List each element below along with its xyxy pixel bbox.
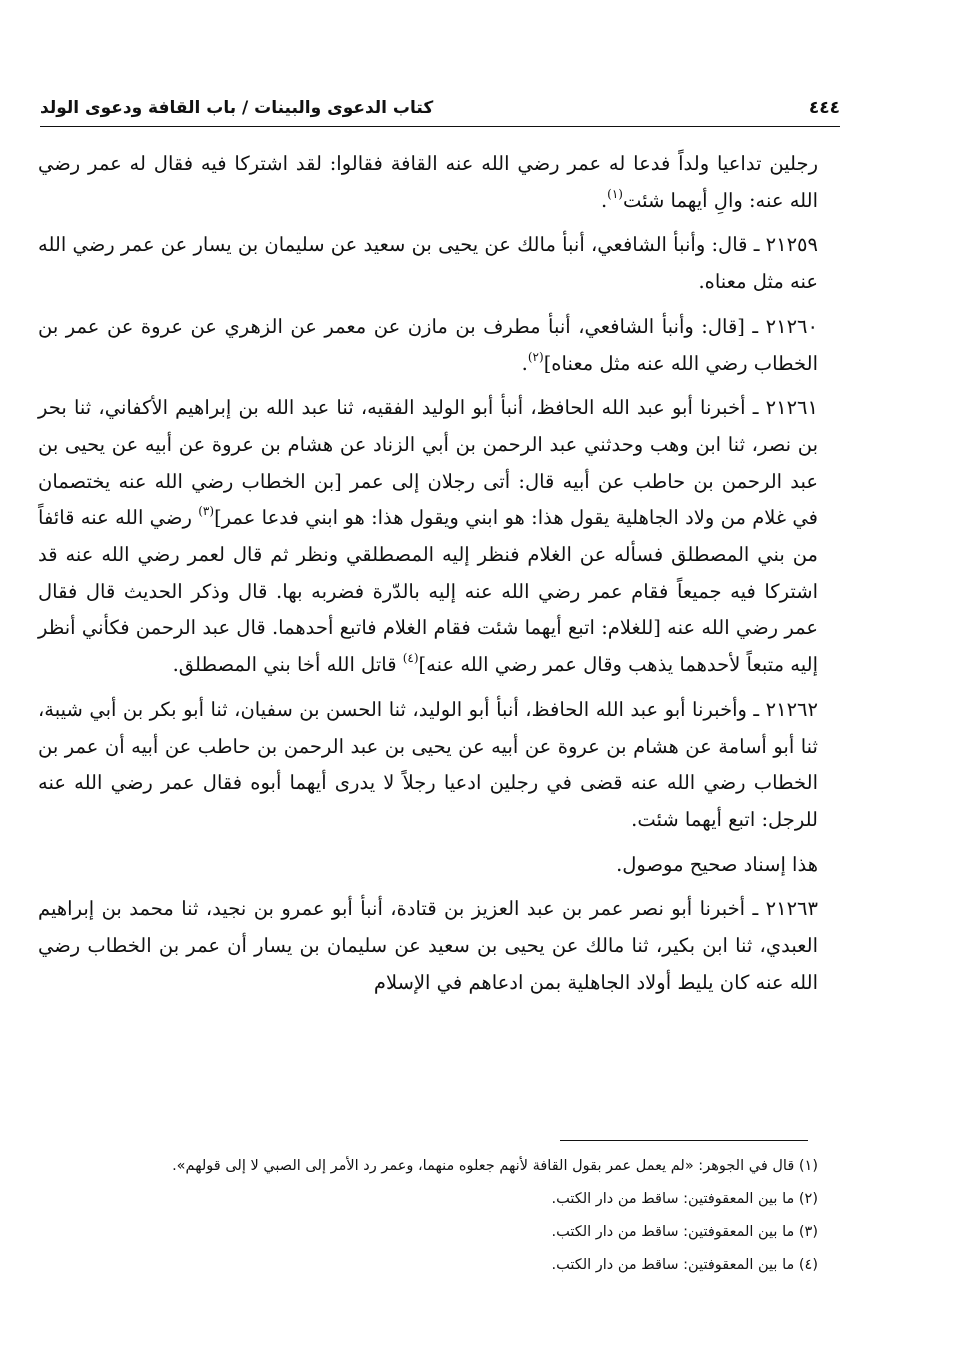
page-header <box>40 92 840 127</box>
paragraph: ٢١٢٦١ ـ أخبرنا أبو عبد الله الحافظ، أنبأ أبو الوليد الفقيه، ثنا عبد الله بن إبراهيم الأكفاني، ثنا بحر بن نصر، ثنا ابن وهب وحدثني عبد الرحمن بن أبي الزناد عن هشام بن عروة عن أبيه عن يحيى بن عبد الرحمن بن حاطب عن أبيه قال: أتى رجلان إلى عمر [بن الخطاب رضي الله عنه يختصمان في غلام من ولاد الجاهلية يقول هذا: هو ابني ويقول هذا: هو ابني فدعا عمر]$^{(٣)}$ رضي الله عنه قائفاً من بني المصطلق فسأله عن الغلام فنظر إليه المصطلقي ونظر ثم قال لعمر رضي الله عنه قد اشتركا فيه جميعاً فقام عمر رضي الله عنه إليه بالدّرة فضربه بها. قال وذكر الحديث قال فقال عمر رضي الله عنه [للغلام: اتبع أيهما شئت فقام الغلام فاتبع أحدهما. قال عبد الرحمن فكأني أنظر إليه متبعاً لأحدهما يذهب وقال عمر رضي الله عنه]$^{(٤)}$ قاتل الله أخا بني المصطلق. <box>38 396 818 677</box>
page-number: ٤٤٤ <box>808 98 840 118</box>
footnote-ref[interactable]: (٤) <box>402 651 419 666</box>
main-text <box>38 146 818 1009</box>
paragraph: ٢١٢٥٩ ـ قال: وأنبأ الشافعي، أنبأ مالك عن يحيى بن سعيد عن سليمان بن يسار عن عمر رضي الله عنه مثل معناه. <box>38 233 818 294</box>
paragraph: رجلين تداعيا ولداً فدعا له عمر رضي الله عنه القافة فقالوا: لقد اشتركا فيه فقال له عمر رضي الله عنه: والِ أيهما شئت$^{(١)}$. <box>38 152 818 212</box>
paragraph: ٢١٢٦٢ ـ وأخبرنا أبو عبد الله الحافظ، أنبأ أبو الوليد، ثنا الحسن بن سفيان، ثنا أبو بكر بن أبي شيبة، ثنا أبو أسامة عن هشام بن عروة عن أبيه عن يحيى بن عبد الرحمن بن حاطب عن أبيه أن عمر بن الخطاب رضي الله عنه قضى في رجلين ادعيا رجلاً لا يدرى أيهما أبوه فقال عمر رضي الله عنه للرجل: اتبع أيهما شئت. <box>38 697 818 831</box>
paragraph: ٢١٢٦٣ ـ أخبرنا أبو نصر عمر بن عبد العزيز بن قتادة، أنبأ أبو عمرو بن نجيد، ثنا محمد بن إبراهيم العبدي، ثنا ابن بكير، ثنا مالك عن يحيى بن سعيد عن سليمان بن يسار أن عمر بن الخطاب رضي الله عنه كان يليط أولاد الجاهلية بمن ادعاهم في الإسلام <box>38 897 818 994</box>
footnote-ref[interactable]: (٣) <box>198 504 215 519</box>
footnote: (٢) ما بين المعقوفتين: ساقط من دار الكتب. <box>551 1191 818 1207</box>
footnote-divider <box>560 1140 808 1141</box>
footnotes <box>38 1152 818 1284</box>
footnote: (١) قال في الجوهر: «لم يعمل عمر بقول القافة لأنهم جعلوه منهما، وعمر رد الأمر إلى الصبي لا إلى قولهم». <box>172 1158 818 1174</box>
footnote-ref[interactable]: (٢) <box>527 349 544 364</box>
footnote-ref[interactable]: (١) <box>607 186 623 201</box>
paragraph: هذا إسناد صحيح موصول. <box>616 852 818 876</box>
running-title: كتاب الدعوى والبينات / باب القافة ودعوى الولد <box>40 98 439 118</box>
footnote: (٤) ما بين المعقوفتين: ساقط من دار الكتب. <box>551 1257 818 1273</box>
paragraph: ٢١٢٦٠ ـ [قال: وأنبأ الشافعي، أنبأ مطرف بن مازن عن معمر عن الزهري عن عروة عن عمر بن الخطاب رضي الله عنه مثل معناه]$^{(٢)}$. <box>38 314 818 375</box>
footnote: (٣) ما بين المعقوفتين: ساقط من دار الكتب. <box>551 1224 818 1240</box>
